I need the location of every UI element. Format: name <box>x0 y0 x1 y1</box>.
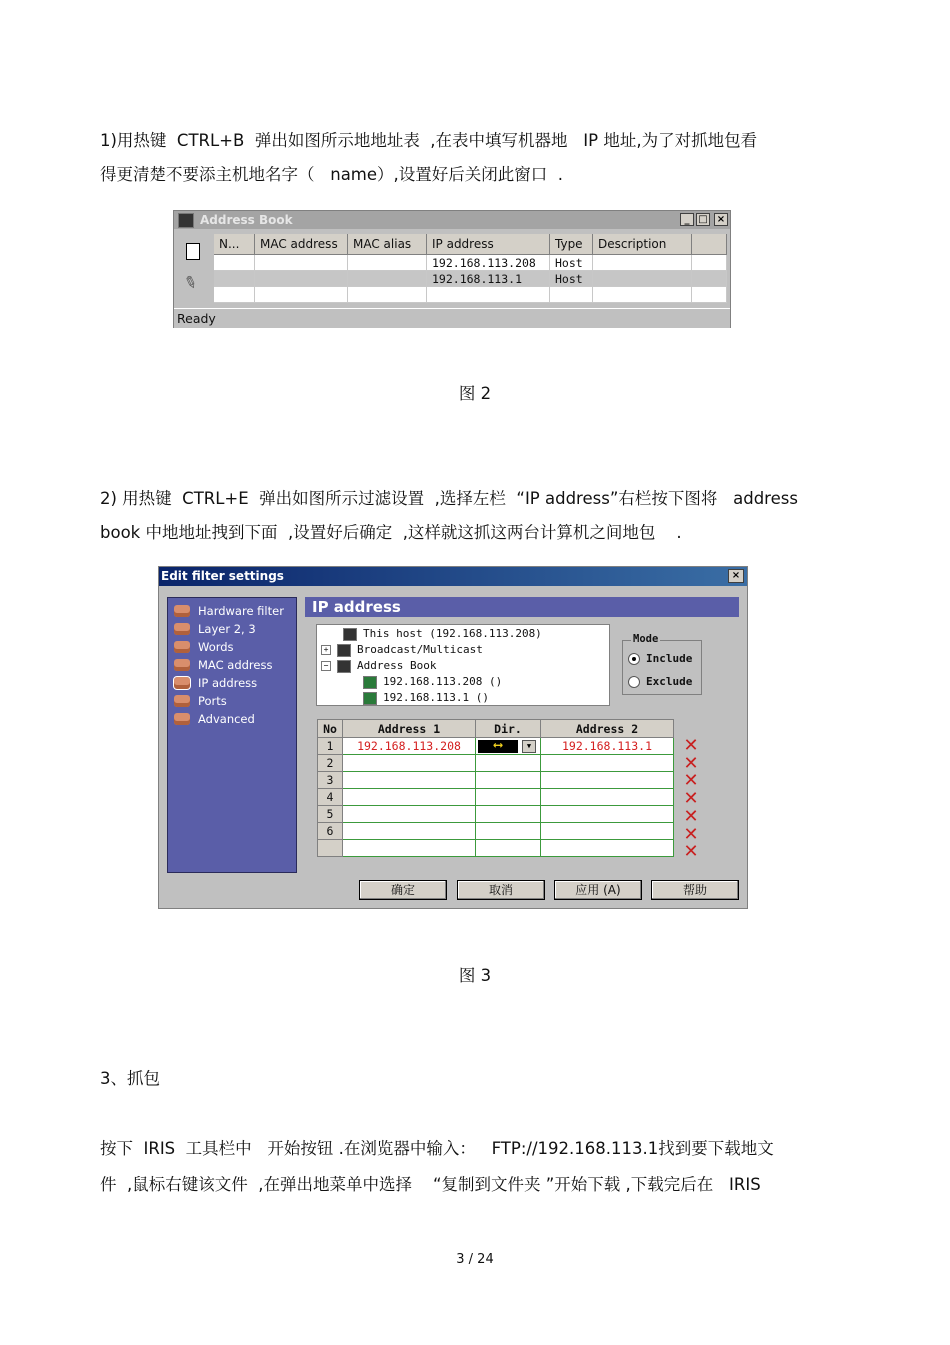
status-bar <box>174 308 730 328</box>
column-header-mac-address[interactable]: MAC address <box>255 234 348 255</box>
ok-button[interactable]: 确定 <box>359 880 447 900</box>
grid-header-address-2: Address 2 <box>541 720 674 738</box>
grid-row[interactable]: 3 <box>318 772 674 789</box>
paragraph-1-line-1: 1)用热键 CTRL+B 弹出如图所示地地址表 ,在表中填写机器地 IP 地址,为了对抓地包看 <box>100 131 758 150</box>
category-box-icon <box>174 695 190 707</box>
app-icon <box>178 213 194 228</box>
filter-settings-title: Edit filter settings <box>161 569 284 583</box>
column-header-description[interactable]: Description <box>593 234 692 255</box>
delete-row-icon[interactable]: ✕ <box>683 806 699 827</box>
paragraph-2-line-1: 2) 用热键 CTRL+E 弹出如图所示过滤设置 ,选择左栏 “IP address”右栏按下图将 address <box>100 489 798 508</box>
table-row[interactable] <box>214 287 727 303</box>
cancel-button[interactable]: 取消 <box>457 880 545 900</box>
category-box-icon <box>174 623 190 635</box>
exclude-radio[interactable]: Exclude <box>628 674 692 690</box>
delete-row-icon[interactable]: ✕ <box>683 841 699 862</box>
dropdown-arrow-icon[interactable]: ▼ <box>522 740 536 753</box>
new-document-icon[interactable] <box>186 243 200 260</box>
mode-group <box>622 633 702 695</box>
type-cell: Host <box>550 271 593 287</box>
address-2-cell[interactable]: 192.168.113.1 <box>541 738 674 755</box>
close-icon[interactable]: × <box>728 569 744 583</box>
paragraph-3-line-1: 按下 IRIS 工具栏中 开始按钮 .在浏览器中输入： FTP://192.168.113.1找到要下载地文 <box>100 1139 774 1158</box>
table-row[interactable] <box>214 255 727 271</box>
grid-header-address-1: Address 1 <box>343 720 476 738</box>
grid-row[interactable]: 4 <box>318 789 674 806</box>
column-header-name[interactable]: N... <box>214 234 255 255</box>
category-box-icon <box>174 605 190 617</box>
section-3-heading: 3、抓包 <box>100 1069 160 1088</box>
delete-row-icon[interactable]: ✕ <box>683 735 699 756</box>
apply-button[interactable]: 应用 (A) <box>554 880 642 900</box>
mode-label: Mode <box>633 633 659 645</box>
direction-select[interactable] <box>476 739 536 754</box>
filter-settings-dialog <box>158 566 748 909</box>
category-box-icon <box>174 659 190 671</box>
maximize-icon[interactable]: □ <box>696 213 710 226</box>
figure-3-caption: 图 3 <box>458 966 492 985</box>
radio-selected-icon <box>628 653 640 665</box>
tree-item-this-host[interactable]: This host (192.168.113.208) <box>343 626 542 641</box>
paragraph-3-line-2: 件 ,鼠标右键该文件 ,在弹出地菜单中选择 “复制到文件夹 ”开始下载 ,下载完后在 IRIS <box>100 1175 761 1194</box>
ip-filter-grid <box>317 719 674 857</box>
tree-item-entry-2[interactable]: 192.168.113.1 () <box>363 690 489 705</box>
address-book-titlebar <box>174 211 730 229</box>
grid-row[interactable]: 5 <box>318 806 674 823</box>
delete-row-icon[interactable]: ✕ <box>683 753 699 774</box>
close-icon[interactable]: × <box>714 213 728 226</box>
grid-header-direction: Dir. <box>476 720 541 738</box>
expand-icon[interactable]: + <box>321 645 331 655</box>
type-cell: Host <box>550 255 593 271</box>
column-header-mac-alias[interactable]: MAC alias <box>348 234 427 255</box>
paragraph-1-line-2: 得更清楚不要添主机地名字（ name）,设置好后关闭此窗口 . <box>100 165 564 184</box>
address-book-icon <box>337 660 351 673</box>
ip-cell: 192.168.113.208 <box>427 255 550 271</box>
delete-row-icon[interactable]: ✕ <box>683 770 699 791</box>
network-icon <box>337 644 351 657</box>
paragraph-2-line-2: book 中地地址拽到下面 ,设置好后确定 ,这样就这抓这两台计算机之间地包 . <box>100 523 682 542</box>
minimize-icon[interactable]: _ <box>680 213 694 226</box>
tree-item-address-book[interactable]: − Address Book <box>321 658 436 673</box>
grid-header-no: No <box>318 720 343 738</box>
ip-cell: 192.168.113.1 <box>427 271 550 287</box>
address-book-window <box>173 210 731 328</box>
radio-unselected-icon <box>628 676 640 688</box>
panel-header <box>305 597 739 617</box>
status-text: Ready <box>177 311 216 326</box>
table-row[interactable] <box>214 271 727 287</box>
page-number: 3 / 24 <box>456 1252 494 1267</box>
address-tree <box>316 624 610 706</box>
address-book-toolbar <box>176 231 212 309</box>
tree-item-broadcast[interactable]: + Broadcast/Multicast <box>321 642 483 657</box>
delete-row-icon[interactable]: ✕ <box>683 788 699 809</box>
figure-2-caption: 图 2 <box>458 384 492 403</box>
host-icon <box>363 692 377 705</box>
delete-row-icon[interactable]: ✕ <box>683 824 699 845</box>
filter-settings-titlebar <box>159 567 747 586</box>
host-icon <box>363 676 377 689</box>
category-box-icon <box>174 713 190 725</box>
tree-item-entry-1[interactable]: 192.168.113.208 () <box>363 674 502 689</box>
category-box-icon <box>174 641 190 653</box>
column-header-blank <box>692 234 727 255</box>
category-box-icon <box>174 677 190 689</box>
grid-row[interactable]: 1 192.168.113.208 ⟷ ▼ 192.168.113.1 <box>318 738 674 755</box>
column-header-type[interactable]: Type <box>550 234 593 255</box>
column-header-ip-address[interactable]: IP address <box>427 234 550 255</box>
panel-title: IP address <box>312 598 401 616</box>
address-book-title: Address Book <box>200 213 293 227</box>
direction-cell[interactable] <box>476 738 541 755</box>
grid-row[interactable] <box>318 840 674 857</box>
computer-icon <box>343 628 357 641</box>
grid-row[interactable]: 6 <box>318 823 674 840</box>
collapse-icon[interactable]: − <box>321 661 331 671</box>
help-button[interactable]: 帮助 <box>651 880 739 900</box>
grid-row[interactable]: 2 <box>318 755 674 772</box>
include-radio[interactable]: Include <box>628 651 692 667</box>
address-table <box>214 234 727 303</box>
filter-category-list: Hardware filter Layer 2, 3 Words MAC address IP address Ports Advanced <box>167 597 297 873</box>
edit-pencil-icon[interactable]: ✎ <box>181 271 201 294</box>
bidirectional-arrow-icon: ⟷ <box>478 740 518 753</box>
address-1-cell[interactable]: 192.168.113.208 <box>343 738 476 755</box>
